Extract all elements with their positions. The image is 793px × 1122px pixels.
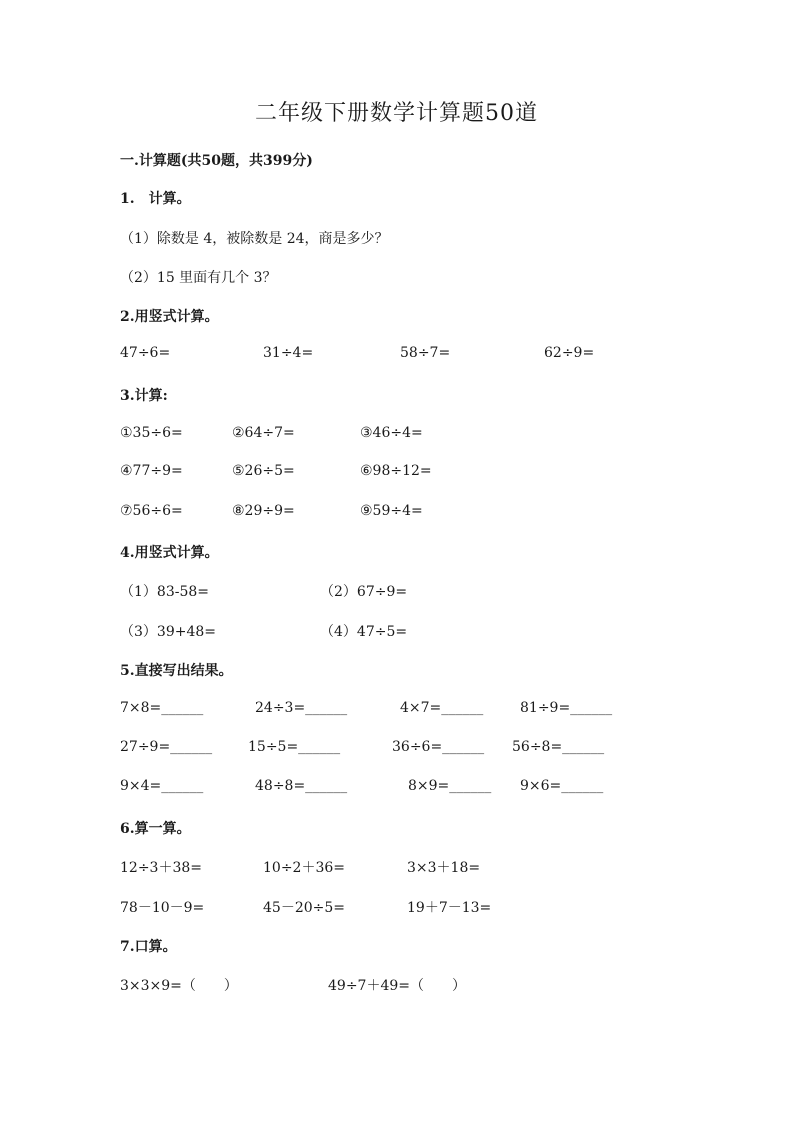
q6-heading: 6.算一算。 <box>120 821 191 837</box>
q2-heading: 2.用竖式计算。 <box>120 309 219 325</box>
q3-item: ⑨59÷4= <box>360 503 423 519</box>
q6-item: 78－10－9= <box>120 900 205 916</box>
q4-item: （1）83-58= <box>120 584 209 600</box>
q3-item: ⑧29÷9= <box>232 503 295 519</box>
q5-row <box>0 700 793 720</box>
q5-item: 27÷9=______ <box>120 739 213 755</box>
q6-item: 10÷2＋36= <box>263 860 345 876</box>
q5-item: 56÷8=______ <box>512 739 605 755</box>
q6-item: 3×3＋18= <box>407 860 481 876</box>
q5-row <box>0 739 793 759</box>
q7-item: 3×3×9=（ ） <box>120 978 238 994</box>
q3-row <box>0 503 793 523</box>
q4-item: （2）67÷9= <box>320 584 408 600</box>
q5-item: 4×7=______ <box>400 700 484 716</box>
q2-item: 62÷9= <box>544 345 595 361</box>
q6-row <box>0 897 793 917</box>
q5-item: 48÷8=______ <box>255 778 348 794</box>
q3-item: ③46÷4= <box>360 425 423 441</box>
q5-item: 15÷5=______ <box>248 739 341 755</box>
q6-row <box>0 857 793 877</box>
q1-item: （1）除数是 4，被除数是 24，商是多少？ <box>120 231 389 247</box>
q1-item: （2）15 里面有几个 3？ <box>120 270 277 286</box>
q4-item: （4）47÷5= <box>320 624 408 640</box>
q3-heading: 3.计算: <box>120 388 168 404</box>
q6-item: 19＋7－13= <box>407 900 492 916</box>
q5-item: 24÷3=______ <box>255 700 348 716</box>
q5-item: 7×8=______ <box>120 700 204 716</box>
q4-heading: 4.用竖式计算。 <box>120 545 219 561</box>
q4-row <box>0 581 793 601</box>
q3-item: ①35÷6= <box>120 425 183 441</box>
q7-row <box>0 975 793 995</box>
q5-item: 81÷9=______ <box>520 700 613 716</box>
q7-heading: 7.口算。 <box>120 939 177 955</box>
q5-item: 9×4=______ <box>120 778 204 794</box>
q3-row <box>0 425 793 445</box>
q2-item: 31÷4= <box>263 345 314 361</box>
q3-item: ⑤26÷5= <box>232 463 295 479</box>
q6-item: 12÷3＋38= <box>120 860 202 876</box>
q6-item: 45－20÷5= <box>263 900 345 916</box>
q1-heading: 1. 计算。 <box>120 191 191 207</box>
q5-item: 9×6=______ <box>520 778 604 794</box>
q3-item: ④77÷9= <box>120 463 183 479</box>
q5-row <box>0 778 793 798</box>
q3-row <box>0 463 793 483</box>
q4-item: （3）39+48= <box>120 624 216 640</box>
q2-item: 47÷6= <box>120 345 171 361</box>
q7-item: 49÷7＋49=（ ） <box>328 978 466 994</box>
q2-item: 58÷7= <box>400 345 451 361</box>
document-title: 二年级下册数学计算题50道 <box>255 101 538 126</box>
section-heading: 一.计算题(共50题，共399分) <box>120 153 313 169</box>
q4-row <box>0 621 793 641</box>
q3-item: ⑥98÷12= <box>360 463 432 479</box>
q5-item: 36÷6=______ <box>392 739 485 755</box>
q3-item: ⑦56÷6= <box>120 503 183 519</box>
q3-item: ②64÷7= <box>232 425 295 441</box>
q5-item: 8×9=______ <box>408 778 492 794</box>
q2-row <box>0 345 793 365</box>
q5-heading: 5.直接写出结果。 <box>120 663 233 679</box>
